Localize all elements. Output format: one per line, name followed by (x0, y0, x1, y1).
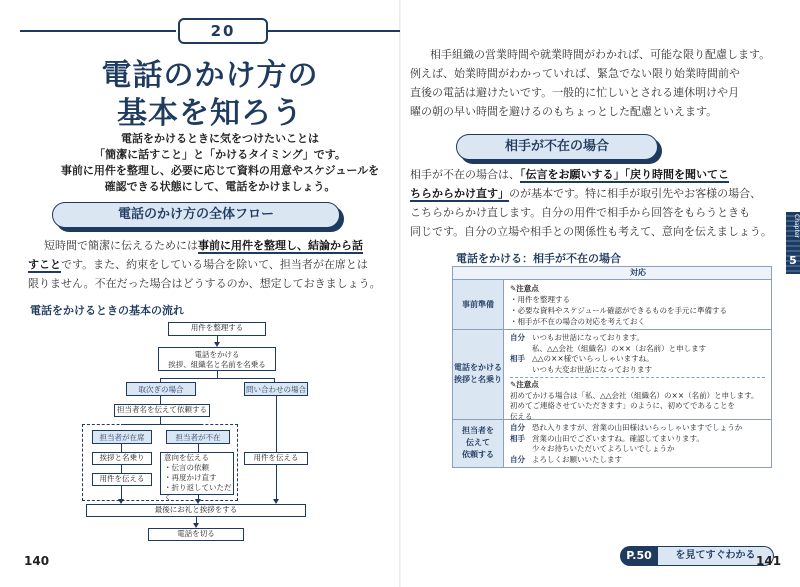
flow-box-call (158, 347, 276, 371)
note-icon: ✎ (510, 380, 517, 389)
row-label-greet (452, 330, 504, 420)
flow-connector (121, 465, 122, 473)
dialog-text: 少々お待ちいただいてよろしいでしょうか (532, 444, 675, 453)
speaker-self: 自分 (510, 423, 525, 432)
section-number: 20 (178, 18, 268, 44)
flow-text: ・折り返していただく (164, 483, 232, 502)
page-number-right: 141 (756, 554, 782, 568)
flow-connector (217, 371, 218, 378)
dialog-text: よろしくお願いいたします (532, 454, 622, 464)
row-label-text: 担当者を (462, 426, 494, 435)
note-line: 初めてご連絡させていただきます」のように、初めてであることを (510, 401, 735, 410)
speaker-self: 自分 (510, 333, 525, 342)
note-label (510, 380, 765, 391)
page-title-line2: 基本を知ろう (117, 96, 303, 131)
intro-line: 「簡潔に話すこと」と「かけるタイミング」です。 (94, 148, 346, 161)
dialog-text: いつも大変お世話になっております (532, 364, 652, 374)
note-item: ・必要な資料やスケジュール確認ができるものを手元に準備する (510, 306, 728, 315)
row-cell-request (504, 420, 772, 468)
dialog-text: 私、△△会社（組織名）の××（お名前）と申します (532, 343, 707, 353)
flow-caption: 電話をかけるときの基本の流れ (30, 304, 184, 317)
flow-text: 挨拶、組織名と名前を名乗る (168, 360, 266, 369)
row-label-text: 依頼する (462, 450, 494, 459)
table-caption: 電話をかける：相手が不在の場合 (456, 252, 621, 265)
emphasis-text: すこと (28, 258, 61, 271)
body-line: こちらからかけ直します。自分の用件で相手から回答をもらうときも (410, 206, 751, 219)
page-number-left: 140 (24, 554, 50, 568)
flow-text: 電話をかける (194, 350, 240, 359)
note-item: ・用件を整理する (510, 295, 570, 304)
speaker-other: 相手 (510, 354, 525, 363)
body-line (410, 184, 776, 203)
body-text: です。また、約束をしている場合を除いて、担当者が在席とは (61, 258, 368, 271)
body-line: 直後の電話は避けたいです。一般的に忙しいとされる連休明けや月 (410, 86, 740, 99)
emphasis-text: ちらからかけ直す」 (410, 187, 509, 200)
note-line: 初めてかける場合は「私、△△会社（組織名）の××（名前）と申します。 (510, 390, 759, 400)
intro-line: 電話をかけるときに気をつけたいことは (121, 132, 319, 145)
flow-connector (276, 465, 277, 501)
flow-box-convey-inquiry: 用件を伝える (244, 452, 308, 465)
flow-box-thanks: 最後にお礼と挨拶をする (86, 504, 306, 517)
dialog-line (510, 455, 765, 466)
flow-text: ・伝言の依頼 (164, 463, 209, 472)
note-label (510, 283, 765, 294)
emphasis-text: 「伝言をお願いする」「戻り時間を聞いてこ (520, 168, 729, 181)
body-line (28, 255, 384, 274)
note-block (510, 377, 765, 422)
flow-connector (160, 417, 161, 424)
flow-connector (198, 444, 199, 452)
dialog-line (510, 434, 765, 445)
body-line: 曜の朝の早い時間を避けるのもちょっとした配慮といえます。 (410, 105, 718, 118)
row-cell-greet (504, 330, 772, 420)
dialog-line (510, 444, 765, 455)
note-line: 伝える (510, 411, 533, 421)
section-heading: 電話のかけ方の全体フロー (52, 202, 340, 228)
speaker-other: 相手 (510, 433, 525, 443)
flow-text: ・再度かけ直す (164, 473, 217, 482)
note-item: ・相手が不在の場合の対応を考えておく (510, 317, 645, 326)
flow-connector (276, 396, 277, 452)
note-label-text: 注意点 (516, 284, 539, 293)
chapter-label: Chapter (793, 214, 800, 238)
body-text: のが基本です。特に相手が取引先やお客様の場合、 (509, 187, 762, 200)
body-text: 短時間で簡潔に伝えるためには (44, 239, 198, 252)
header-rule-left (20, 30, 176, 32)
flow-box-greet: 挨拶と名乗り (92, 452, 152, 465)
body-line: 例えば、始業時間がわかっていれば、緊急でない限り始業時間前や (410, 67, 740, 80)
row-label-text: 挨拶と名乗り (454, 375, 502, 384)
row-label-prep: 事前準備 (452, 280, 504, 330)
flow-box-intent (160, 452, 234, 502)
flow-box-convey: 用件を伝える (92, 473, 152, 486)
dialog-text: 営業の山田でございますね。確認してまいります。 (532, 433, 704, 443)
row-label-text: 伝えて (466, 438, 490, 447)
flow-box-inquiry: 問い合わせの場合 (244, 382, 308, 396)
body-line (44, 236, 384, 255)
flow-box-present: 担当者が在席 (92, 430, 152, 444)
dialog-text: いつもお世話になっております。 (532, 333, 644, 342)
body-line: 同じです。自分の立場や相手との関係性も考えて、意向を伝えましょう。 (410, 225, 772, 238)
intro-line: 確認できる状態にして、電話をかけましょう。 (104, 180, 336, 193)
dialog-line (510, 344, 765, 355)
row-cell-prep (504, 280, 772, 330)
dialog-line (510, 354, 765, 365)
body-text: 相手が不在の場合は、 (410, 168, 520, 181)
flow-box-request: 担当者名を伝えて依頼する (114, 404, 210, 417)
emphasis-text: 事前に用件を整理し、結論から話 (198, 239, 363, 252)
page-title-line1: 電話のかけ方の (101, 58, 319, 93)
row-label-text: 電話をかける (454, 363, 502, 372)
page-ref-badge: P.50 (620, 546, 658, 566)
intro-line: 事前に用件を整理し、必要に応じて資料の用意やスケジュールを (60, 164, 380, 177)
note-label-text: 注意点 (516, 380, 539, 389)
dialog-line (510, 423, 765, 434)
flow-text: 意向を伝える (164, 453, 209, 462)
flow-box-transfer: 取次ぎの場合 (126, 382, 196, 396)
chapter-number: 5 (789, 254, 797, 267)
table-col-header: 対応 (630, 268, 646, 277)
dialog-line (510, 365, 765, 376)
body-line (410, 165, 776, 184)
dialog-line (510, 333, 765, 344)
flow-connector (160, 396, 161, 404)
dialog-text: 恐れ入りますが、営業の山田様はいらっしゃいますでしょうか (532, 423, 743, 432)
row-label-request (452, 420, 504, 468)
section-heading: 相手が不在の場合 (456, 134, 658, 160)
flow-box-hangup: 電話を切る (148, 528, 244, 541)
header-rule-right (266, 30, 400, 32)
body-line: 限りません。不在だった場合はどうするのか、想定しておきましょう。 (28, 277, 381, 290)
dialog-text: △△の××様でいらっしゃいますね。 (532, 354, 654, 363)
body-line: 相手組織の営業時間や就業時間がわかれば、可能な限り配慮します。 (430, 48, 771, 61)
flow-box-organize: 用件を整理する (168, 322, 266, 336)
note-icon: ✎ (510, 284, 517, 293)
speaker-self: 自分 (510, 454, 525, 464)
flow-connector (160, 378, 274, 379)
page-ref-text: を見てすぐわかる (658, 546, 774, 566)
flow-connector (121, 444, 122, 452)
flow-box-absent: 担当者が不在 (166, 430, 230, 444)
flow-connector (121, 424, 201, 425)
